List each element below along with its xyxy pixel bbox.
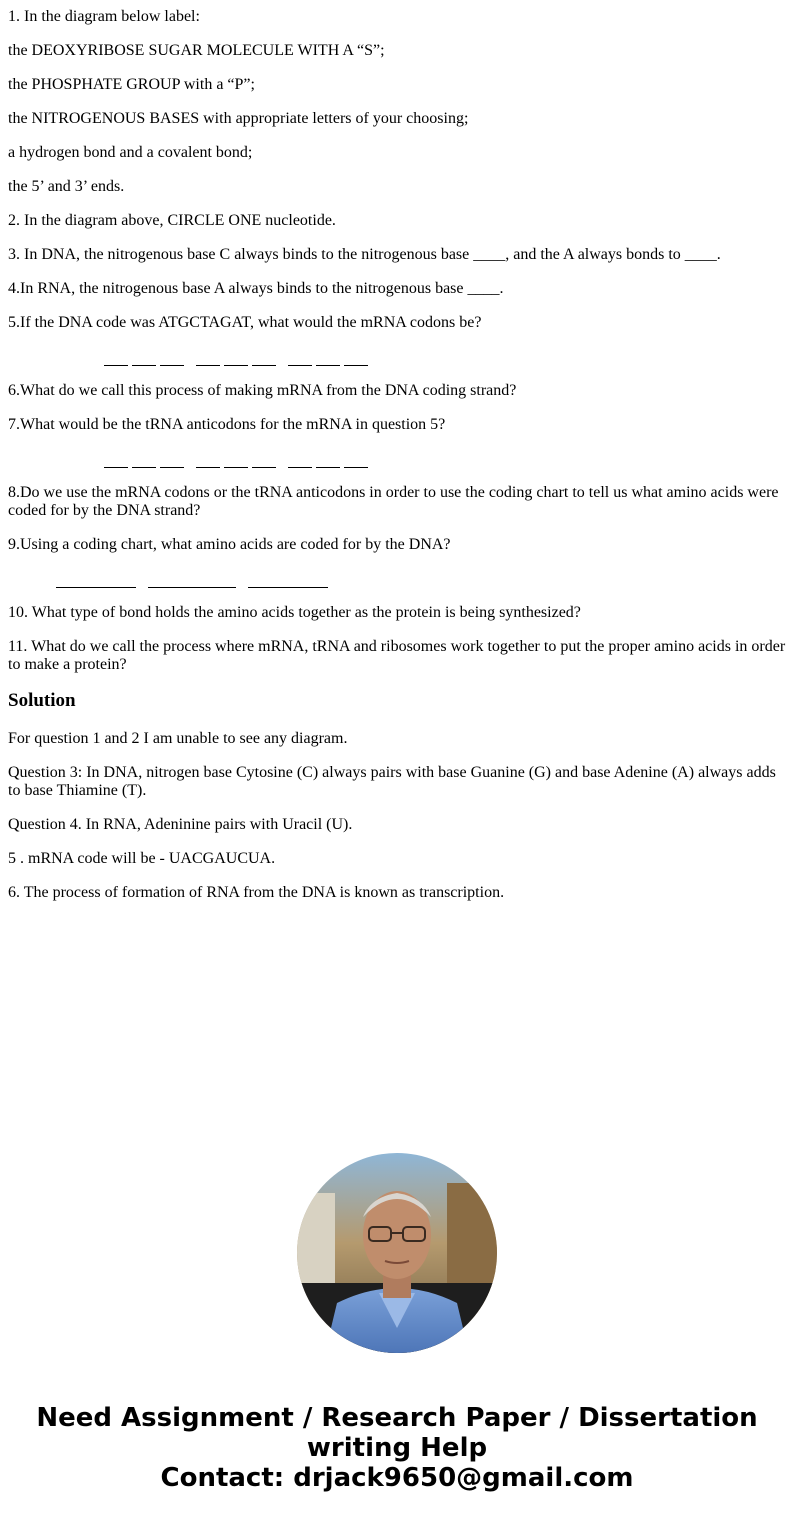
answer-blank	[248, 587, 328, 588]
answer-blank	[316, 365, 340, 366]
footer-contact-email: Contact: drjack9650@gmail.com	[160, 1463, 634, 1493]
answer-blank	[148, 587, 236, 588]
footer-line: writing Help	[306, 1433, 488, 1463]
mrna-codon-blanks	[8, 348, 786, 366]
question-2: 2. In the diagram above, CIRCLE ONE nucleotide.	[8, 212, 336, 229]
answer-blank	[104, 467, 128, 468]
answer-blank	[344, 467, 368, 468]
answer-blank	[344, 365, 368, 366]
solution-answer: Question 4. In RNA, Adeninine pairs with Uracil (U).	[8, 816, 353, 833]
answer-blank	[56, 587, 136, 588]
answer-blank	[316, 467, 340, 468]
question-11: 11. What do we call the process where mRNA, tRNA and ribosomes work together to put the proper amino acids in order to make a protein?	[8, 638, 786, 673]
footer-contact	[0, 1403, 794, 1493]
question-7: 7.What would be the tRNA anticodons for the mRNA in question 5?	[8, 416, 446, 433]
trna-anticodon-blanks	[8, 450, 786, 468]
question-1-item: the PHOSPHATE GROUP with a “P”;	[8, 76, 255, 93]
question-1-item: a hydrogen bond and a covalent bond;	[8, 144, 253, 161]
question-4: 4.In RNA, the nitrogenous base A always binds to the nitrogenous base ____.	[8, 280, 504, 297]
tutor-avatar	[297, 1153, 497, 1353]
answer-blank	[160, 467, 184, 468]
question-1-item: the NITROGENOUS BASES with appropriate letters of your choosing;	[8, 110, 469, 127]
tutor-portrait-image	[297, 1153, 497, 1353]
solution-answer: For question 1 and 2 I am unable to see any diagram.	[8, 730, 348, 747]
document-body	[8, 8, 786, 918]
answer-blank	[224, 467, 248, 468]
question-6: 6.What do we call this process of making mRNA from the DNA coding strand?	[8, 382, 517, 399]
footer-line: Need Assignment / Research Paper / Dissertation	[36, 1403, 758, 1433]
question-10: 10. What type of bond holds the amino acids together as the protein is being synthesized?	[8, 604, 581, 621]
question-1-item: the 5’ and 3’ ends.	[8, 178, 125, 195]
answer-blank	[288, 365, 312, 366]
answer-blank	[196, 467, 220, 468]
question-1-intro: 1. In the diagram below label:	[8, 8, 200, 25]
question-1-item: the DEOXYRIBOSE SUGAR MOLECULE WITH A “S”;	[8, 42, 385, 59]
solution-heading: Solution	[8, 690, 76, 711]
answer-blank	[224, 365, 248, 366]
answer-blank	[132, 365, 156, 366]
solution-answer: 6. The process of formation of RNA from the DNA is known as transcription.	[8, 884, 505, 901]
answer-blank	[160, 365, 184, 366]
question-3: 3. In DNA, the nitrogenous base C always binds to the nitrogenous base ____, and the A always bonds to ____.	[8, 246, 721, 263]
question-8: 8.Do we use the mRNA codons or the tRNA anticodons in order to use the coding chart to tell us what amino acids were coded for by the DNA strand?	[8, 484, 779, 519]
answer-blank	[196, 365, 220, 366]
answer-blank	[132, 467, 156, 468]
answer-blank	[252, 365, 276, 366]
answer-blank	[288, 467, 312, 468]
solution-answer: Question 3: In DNA, nitrogen base Cytosine (C) always pairs with base Guanine (G) and base Adenine (A) always adds to base Thiamine (T).	[8, 764, 776, 799]
question-9: 9.Using a coding chart, what amino acids are coded for by the DNA?	[8, 536, 451, 553]
solution-answer: 5 . mRNA code will be - UACGAUCUA.	[8, 850, 276, 867]
amino-acid-blanks	[8, 570, 786, 588]
question-5: 5.If the DNA code was ATGCTAGAT, what would the mRNA codons be?	[8, 314, 482, 331]
answer-blank	[104, 365, 128, 366]
answer-blank	[252, 467, 276, 468]
